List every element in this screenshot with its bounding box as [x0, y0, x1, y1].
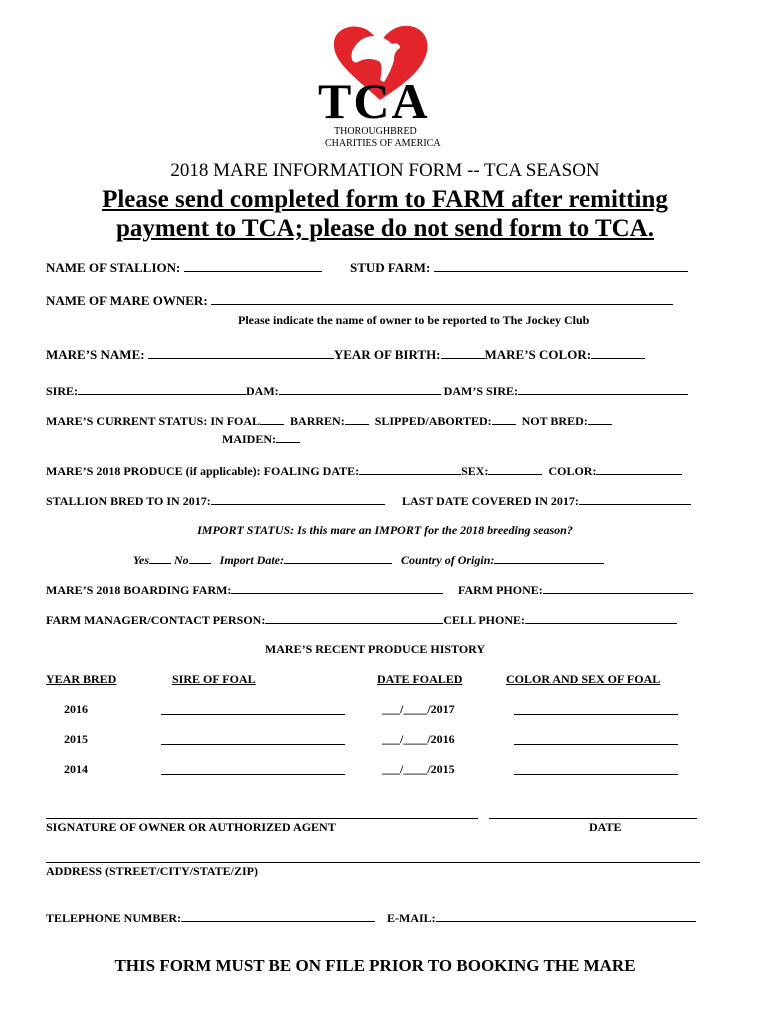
maiden-label: MAIDEN:: [222, 432, 276, 446]
sire-of-foal-field[interactable]: [161, 774, 345, 775]
color-sex-field[interactable]: [514, 774, 678, 775]
sire-of-foal-field[interactable]: [161, 714, 345, 715]
address-field[interactable]: [46, 862, 700, 863]
year-of-birth-field[interactable]: [441, 347, 485, 359]
dams-sire-label: DAM’S SIRE:: [443, 384, 519, 398]
dam-label: DAM:: [246, 384, 279, 398]
farm-phone-label: FARM PHONE:: [458, 583, 543, 597]
in-foal-field[interactable]: [260, 413, 284, 425]
address-label: ADDRESS (STREET/CITY/STATE/ZIP): [46, 864, 258, 878]
sire-label: SIRE:: [46, 384, 79, 398]
cell-phone-label: CELL PHONE:: [443, 613, 526, 627]
logo-letters: TCA: [318, 73, 430, 129]
mare-owner-field[interactable]: [211, 293, 673, 305]
logo-line1: THOROUGHBRED: [334, 126, 417, 137]
telephone-field[interactable]: [181, 910, 375, 922]
mares-color-field[interactable]: [591, 347, 645, 359]
color-field[interactable]: [596, 463, 682, 475]
column-header-date-foaled: DATE FOALED: [377, 672, 463, 686]
stallion-bred-2017-field[interactable]: [211, 493, 385, 505]
import-date-label: Import Date:: [219, 553, 285, 567]
maiden-field[interactable]: [276, 431, 300, 443]
stud-farm-field[interactable]: [434, 260, 688, 272]
stallion-name-field[interactable]: [184, 260, 322, 272]
date-foaled-field[interactable]: ___/____/2016: [382, 732, 455, 746]
not-bred-label: NOT BRED:: [521, 414, 588, 428]
column-header-year-bred: YEAR BRED: [46, 672, 117, 686]
color-label: COLOR:: [548, 464, 597, 478]
yes-label: Yes: [133, 553, 149, 567]
dams-sire-field[interactable]: [518, 383, 688, 395]
stallion-bred-2017-label: STALLION BRED TO IN 2017:: [46, 494, 211, 508]
barren-field[interactable]: [345, 413, 369, 425]
year-bred-cell: 2016: [64, 702, 88, 716]
last-date-covered-field[interactable]: [579, 493, 691, 505]
signature-field[interactable]: [46, 818, 478, 819]
country-of-origin-field[interactable]: [494, 552, 604, 564]
instruction-line2: payment to TCA; please do not send form to TCA.: [116, 215, 654, 242]
email-label: E-MAIL:: [387, 911, 436, 925]
barren-label: BARREN:: [290, 414, 345, 428]
instruction-line1: Please send completed form to FARM after remitting: [102, 186, 668, 213]
footer-notice: THIS FORM MUST BE ON FILE PRIOR TO BOOKING THE MARE: [114, 956, 636, 975]
date-foaled-field[interactable]: ___/____/2015: [382, 762, 455, 776]
import-date-field[interactable]: [284, 552, 392, 564]
not-bred-field[interactable]: [588, 413, 612, 425]
foaling-date-field[interactable]: [359, 463, 461, 475]
signature-label: SIGNATURE OF OWNER OR AUTHORIZED AGENT: [46, 820, 336, 834]
date-label: DATE: [589, 820, 622, 834]
logo-line2: CHARITIES OF AMERICA: [325, 138, 441, 149]
mares-name-label: MARE’S NAME:: [46, 347, 145, 362]
sex-field[interactable]: [488, 463, 542, 475]
stallion-name-label: NAME OF STALLION:: [46, 260, 181, 275]
date-foaled-field[interactable]: ___/____/2017: [382, 702, 455, 716]
mares-name-field[interactable]: [148, 347, 334, 359]
boarding-farm-label: MARE’S 2018 BOARDING FARM:: [46, 583, 232, 597]
no-label: No: [174, 553, 189, 567]
sex-label: SEX:: [461, 464, 489, 478]
farm-manager-field[interactable]: [265, 612, 443, 624]
dam-field[interactable]: [279, 383, 441, 395]
email-field[interactable]: [436, 910, 696, 922]
produce-2018-label: MARE’S 2018 PRODUCE (if applicable): FOALING DATE:: [46, 464, 360, 478]
farm-phone-field[interactable]: [543, 582, 693, 594]
stud-farm-label: STUD FARM:: [350, 260, 431, 275]
telephone-label: TELEPHONE NUMBER:: [46, 911, 182, 925]
year-of-birth-label: YEAR OF BIRTH:: [333, 347, 441, 362]
import-status-question: IMPORT STATUS: Is this mare an IMPORT for the 2018 breeding season?: [197, 523, 573, 537]
column-header-sire-of-foal: SIRE OF FOAL: [172, 672, 256, 686]
cell-phone-field[interactable]: [525, 612, 677, 624]
yes-field[interactable]: [149, 552, 171, 564]
column-header-color-sex: COLOR AND SEX OF FOAL: [506, 672, 661, 686]
produce-history-title: MARE’S RECENT PRODUCE HISTORY: [264, 642, 486, 656]
tca-logo: [300, 22, 460, 152]
mare-owner-label: NAME OF MARE OWNER:: [46, 293, 208, 308]
year-bred-cell: 2015: [64, 732, 88, 746]
color-sex-field[interactable]: [514, 744, 678, 745]
year-bred-cell: 2014: [64, 762, 88, 776]
owner-note: Please indicate the name of owner to be reported to The Jockey Club: [238, 313, 590, 327]
date-field[interactable]: [489, 818, 697, 819]
sire-field[interactable]: [78, 383, 246, 395]
slipped-label: SLIPPED/ABORTED:: [374, 414, 492, 428]
farm-manager-label: FARM MANAGER/CONTACT PERSON:: [46, 613, 266, 627]
mares-color-label: MARE’S COLOR:: [484, 347, 592, 362]
color-sex-field[interactable]: [514, 714, 678, 715]
current-status-label: MARE’S CURRENT STATUS: IN FOAL: [46, 414, 261, 428]
last-date-covered-label: LAST DATE COVERED IN 2017:: [402, 494, 579, 508]
no-field[interactable]: [189, 552, 211, 564]
sire-of-foal-field[interactable]: [161, 744, 345, 745]
boarding-farm-field[interactable]: [231, 582, 443, 594]
slipped-field[interactable]: [492, 413, 516, 425]
form-title: 2018 MARE INFORMATION FORM -- TCA SEASON: [170, 160, 600, 181]
country-of-origin-label: Country of Origin:: [401, 553, 495, 567]
